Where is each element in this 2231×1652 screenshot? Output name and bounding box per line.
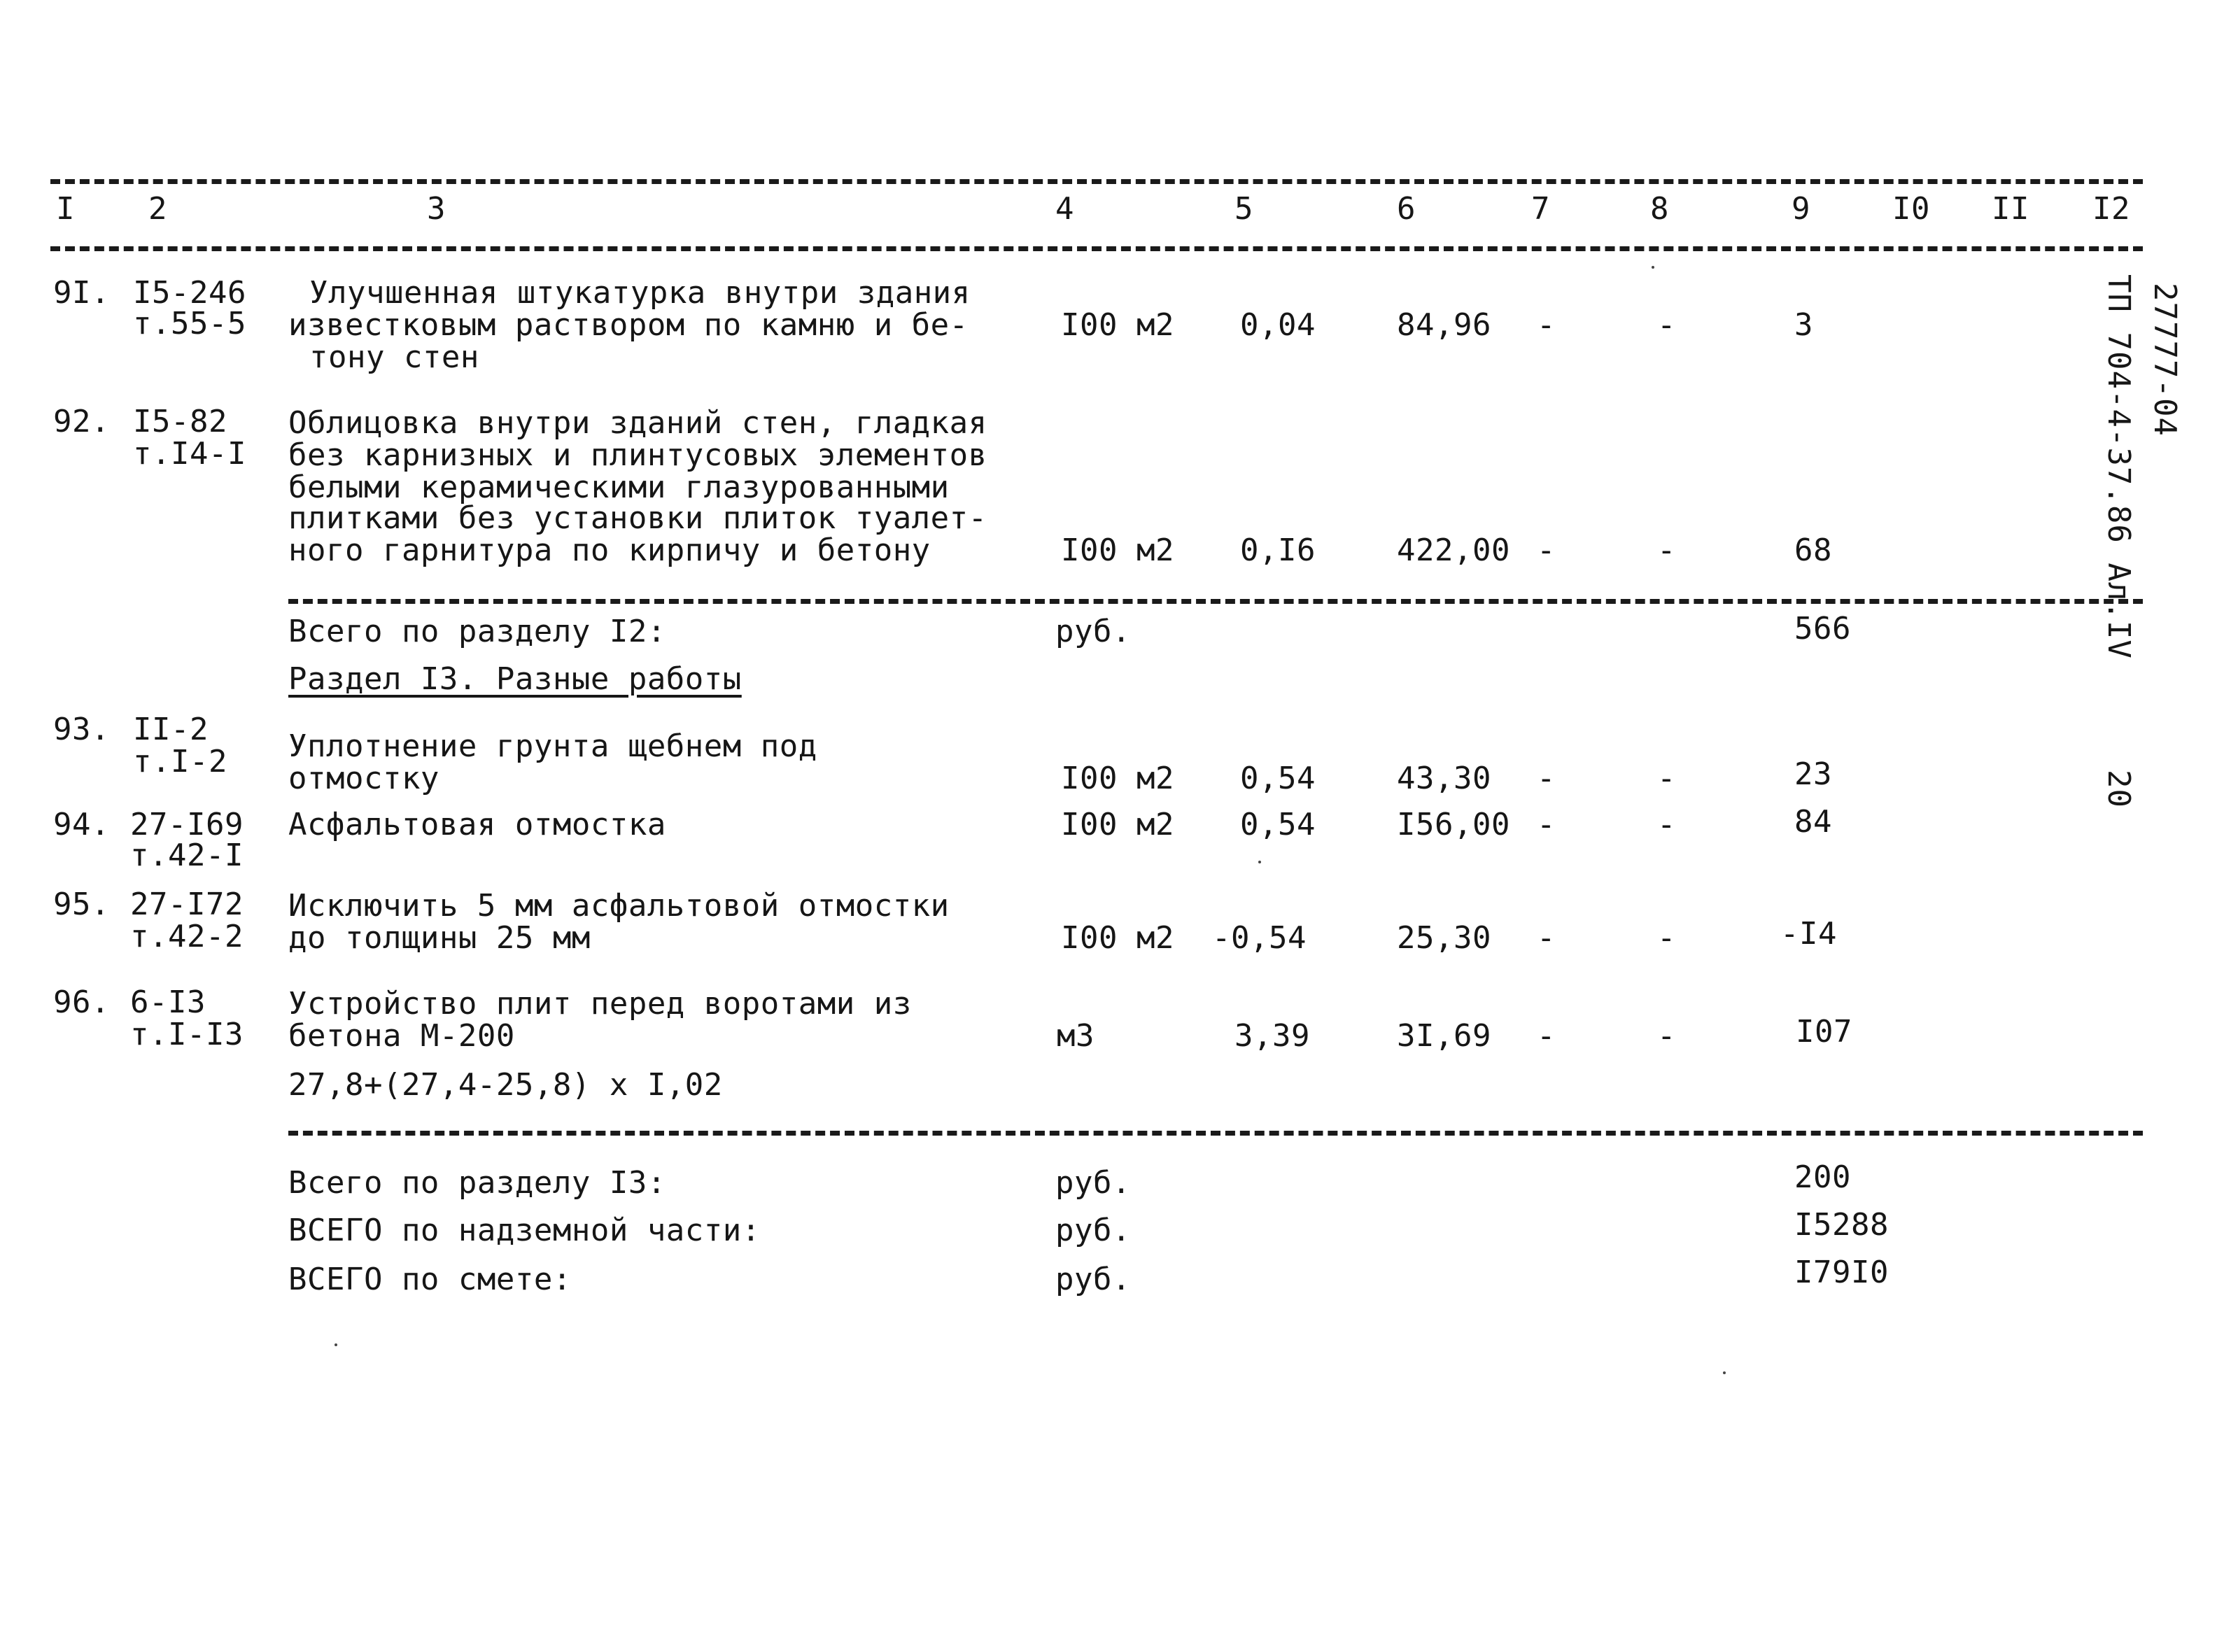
row-number: 92. [53, 404, 110, 439]
total-cost: 68 [1794, 532, 1832, 568]
scan-speck [1723, 1371, 1726, 1374]
totals-rule [288, 1131, 2143, 1136]
norm-code: I5-246 [133, 275, 246, 311]
unit-price: 43,30 [1397, 761, 1491, 796]
norm-table: т.I-2 [133, 744, 227, 779]
description-line: плитками без установки плиток туалет- [288, 500, 987, 536]
total-value: I79I0 [1794, 1255, 1889, 1290]
col7-value: - [1537, 920, 1556, 956]
section12-total-rule [288, 599, 2143, 604]
total-cost: 23 [1794, 756, 1832, 792]
col-header-12: I2 [2092, 191, 2130, 227]
scan-speck [335, 1343, 337, 1346]
total-label: ВСЕГО по смете: [288, 1262, 572, 1297]
description-line: без карнизных и плинтусовых элементов [288, 437, 987, 473]
quantity: 0,54 [1240, 807, 1316, 842]
row-number: 94. [53, 807, 110, 842]
col7-value: - [1537, 761, 1556, 796]
total-cost: -I4 [1780, 916, 1837, 952]
description-line: Асфальтовая отмостка [288, 807, 666, 842]
quantity: 0,04 [1240, 307, 1316, 343]
quantity: 3,39 [1234, 1018, 1310, 1054]
row-number: 93. [53, 712, 110, 747]
row-number: 95. [53, 887, 110, 922]
quantity: 0,I6 [1240, 532, 1316, 568]
col-header-10: I0 [1892, 191, 1930, 227]
description-line: Устройство плит перед воротами из [288, 986, 912, 1022]
norm-table: т.55-5 [133, 306, 246, 341]
unit-price: 3I,69 [1397, 1018, 1491, 1054]
total-cost: 3 [1794, 307, 1813, 343]
description-line: Уплотнение грунта щебнем под [288, 728, 817, 764]
document-code: ТП 704-4-37.86 Ал.IV [2101, 274, 2137, 659]
description-line: Улучшенная штукатурка внутри здания [309, 275, 971, 311]
col-header-3: 3 [427, 191, 446, 227]
scan-speck [1258, 861, 1261, 863]
norm-code: I5-82 [133, 404, 227, 439]
total-unit: руб. [1055, 1165, 1131, 1201]
total-label: Всего по разделу I3: [288, 1165, 666, 1201]
total-value: I5288 [1794, 1207, 1889, 1243]
col-header-9: 9 [1792, 191, 1810, 227]
section13-title: Раздел I3. Разные работы [288, 661, 742, 697]
volume-formula: 27,8+(27,4-25,8) x I,02 [288, 1067, 723, 1103]
col8-value: - [1657, 532, 1676, 568]
total-cost: I07 [1796, 1014, 1852, 1050]
norm-table: т.I-I3 [130, 1017, 244, 1052]
norm-code: 27-I69 [130, 807, 244, 842]
norm-table: т.42-I [130, 838, 244, 873]
col7-value: - [1537, 1018, 1556, 1054]
scan-speck [1652, 266, 1654, 269]
description-line: ного гарнитура по кирпичу и бетону [288, 532, 931, 568]
section-total-unit: руб. [1055, 614, 1131, 649]
unit: I00 м2 [1061, 307, 1174, 343]
row-number: 9I. [53, 275, 110, 311]
quantity: 0,54 [1240, 761, 1316, 796]
unit-price: 25,30 [1397, 920, 1491, 956]
total-unit: руб. [1055, 1213, 1131, 1248]
col8-value: - [1657, 761, 1676, 796]
unit: I00 м2 [1061, 532, 1174, 568]
col-header-11: II [1992, 191, 2029, 227]
norm-code: II-2 [133, 712, 209, 747]
norm-code: 27-I72 [130, 887, 244, 922]
page-number: 20 [2101, 770, 2137, 808]
unit-price: 422,00 [1397, 532, 1510, 568]
col7-value: - [1537, 307, 1556, 343]
col7-value: - [1537, 807, 1556, 842]
col-header-4: 4 [1055, 191, 1074, 227]
description-line: до толщины 25 мм [288, 920, 591, 956]
norm-table: т.42-2 [130, 919, 244, 954]
unit: I00 м2 [1061, 920, 1174, 956]
unit-price: 84,96 [1397, 307, 1491, 343]
quantity: -0,54 [1212, 920, 1307, 956]
description-line: Облицовка внутри зданий стен, гладкая [288, 405, 987, 441]
unit: I00 м2 [1061, 807, 1174, 842]
header-bottom-rule [50, 246, 2143, 251]
total-value: 200 [1794, 1159, 1851, 1195]
col8-value: - [1657, 807, 1676, 842]
description-line: известковым раствором по камню и бе- [288, 307, 969, 343]
description-line: белыми керамическими глазурованными [288, 470, 950, 505]
total-label: ВСЕГО по надземной части: [288, 1213, 761, 1248]
row-number: 96. [53, 984, 110, 1020]
inventory-number: 27777-04 [2147, 283, 2183, 437]
total-cost: 84 [1794, 804, 1832, 840]
unit-price: I56,00 [1397, 807, 1510, 842]
col7-value: - [1537, 532, 1556, 568]
col8-value: - [1657, 920, 1676, 956]
section-total-value: 566 [1794, 611, 1851, 647]
total-unit: руб. [1055, 1262, 1131, 1297]
col-header-1: I [56, 191, 75, 227]
description-line: Исключить 5 мм асфальтовой отмостки [288, 888, 950, 924]
norm-code: 6-I3 [130, 984, 206, 1020]
col8-value: - [1657, 307, 1676, 343]
col-header-8: 8 [1650, 191, 1669, 227]
description-line: тону стен [309, 339, 479, 375]
col-header-2: 2 [148, 191, 167, 227]
col-header-7: 7 [1531, 191, 1550, 227]
description-line: бетона М-200 [288, 1018, 515, 1054]
col-header-5: 5 [1234, 191, 1253, 227]
unit: I00 м2 [1061, 761, 1174, 796]
section-total-label: Всего по разделу I2: [288, 614, 666, 649]
col-header-6: 6 [1397, 191, 1416, 227]
unit: м3 [1057, 1018, 1095, 1054]
description-line: отмостку [288, 761, 439, 796]
header-top-rule [50, 179, 2143, 184]
col8-value: - [1657, 1018, 1676, 1054]
norm-table: т.I4-I [133, 436, 246, 472]
